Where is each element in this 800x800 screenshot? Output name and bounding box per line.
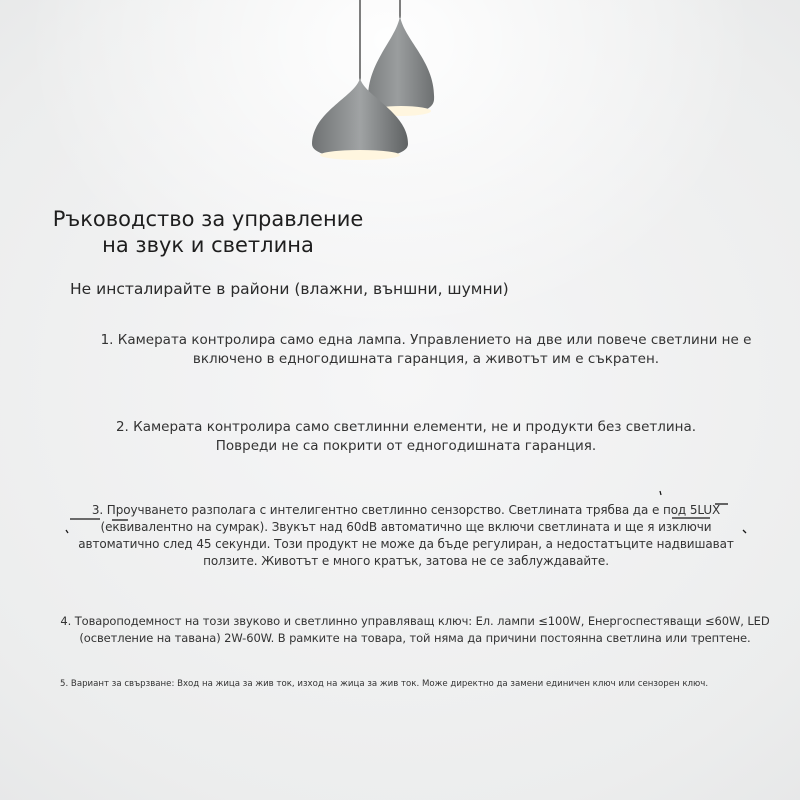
- instruction-3-line-4: ползите. Животът е много кратък, затова не се заблуждавайте.: [203, 554, 609, 568]
- pendant-lamp-back: [368, 0, 434, 116]
- installation-warning: Не инсталирайте в райони (влажни, външни, шумни): [70, 280, 509, 298]
- instruction-5: 5. Вариант за свързване: Вход на жица за жив ток, изход на жица за жив ток. Може директно да замени единичен ключ или сензорен ключ.: [60, 679, 709, 689]
- instruction-2-line-2: Повреди не са покрити от едногодишната гаранция.: [215, 438, 597, 454]
- instruction-1-line-2: включено в едногодишната гаранция, а животът им е съкратен.: [192, 351, 660, 367]
- title-line-2: на звук и светлина: [102, 233, 314, 257]
- instruction-2-line-1: 2. Камерата контролира само светлинни елементи, не и продукти без светлина.: [115, 419, 697, 435]
- instruction-4: [60, 613, 770, 647]
- instruction-4-line-2: (осветление на тавана) 2W-60W. В рамките на товара, той няма да причини постоянна светлина или трептене.: [79, 631, 751, 645]
- page-title: [50, 206, 366, 258]
- instruction-3: [60, 502, 752, 570]
- pendant-lamps-illustration: [290, 0, 460, 175]
- lamp-glow: [320, 150, 400, 160]
- instruction-3-line-3: автоматично след 45 секунди. Този продукт не може да бъде регулиран, а недостатъците надвишават: [78, 537, 734, 551]
- instruction-1: [80, 331, 772, 369]
- title-line-1: Ръководство за управление: [52, 207, 364, 231]
- instruction-1-line-1: 1. Камерата контролира само една лампа. Управлението на две или повече светлини не е: [100, 332, 752, 348]
- instruction-3-line-1: 3. Проучването разполага с интелигентно светлинно сензорство. Светлината трябва да е под 5LUX: [91, 503, 721, 517]
- instruction-2: [80, 418, 732, 456]
- instruction-3-line-2: (еквивалентно на сумрак). Звукът над 60dB автоматично ще включи светлината и ще я изключи: [100, 520, 712, 534]
- instruction-4-line-1: 4. Товароподемност на този звуково и светлинно управляващ ключ: Ел. лампи ≤100W, Енергоспестяващи ≤60W, LED: [60, 614, 770, 628]
